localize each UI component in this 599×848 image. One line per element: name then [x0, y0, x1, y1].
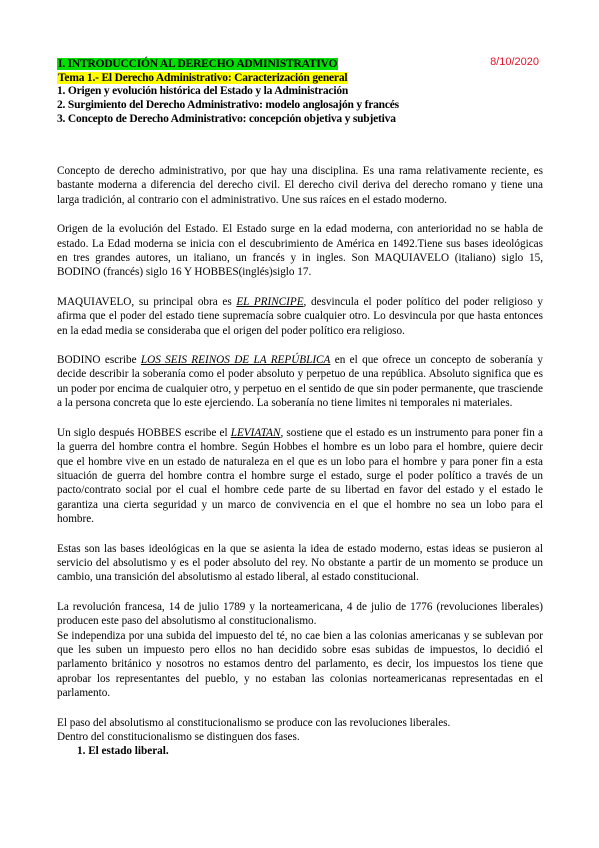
paragraph-hobbes: Un siglo después HOBBES escribe el LEVIATAN, sostiene que el estado es un instrumento para poner fin a la guerra del hombre contra el hombre. Según Hobbes el hombre es un lobo para el hombre, quiere decir que el hombre vive en un estado de naturaleza en el que es un lobo para el hombre y para poner fin a esta situación de guerra del hombre contra el hombre surge el estado, surge el poder político a través de un pacto/contrato social por el cual el hombre cede parte de su libertad en favor del estado y el estado le garantiza una cierta seguridad y un marco de convivencia en el que el hombre no sea un lobo para el hombre.: [57, 426, 543, 526]
book-title-seis-reinos: LOS SEIS REINOS DE LA REPÚBLICA: [140, 354, 331, 367]
book-title-el-principe: EL PRINCIPE: [236, 295, 304, 308]
topic-title: Tema 1.- El Derecho Administrativo: Caracterización general: [58, 72, 348, 84]
paragraph-transition: El paso del absolutismo al constitucionalismo se produce con las revoluciones liberales.: [57, 716, 451, 729]
paragraph-phases: Dentro del constitucionalismo se distinguen dos fases.: [57, 731, 300, 743]
paragraph-tea-tax: Se independiza por una subida del impuesto del té, no cae bien a las colonias americanas y se sublevan por que les suben un impuesto pero ellos no han decidido sobre esas subidas de impuestos, lo decidió el parlamento británico y nosotros no estamos dentro del parlamento, es decir, los impuestos los tiene que aprobar los representantes del pueblo, y no estaban las colonias norteamericanas representadas en el parlamento.: [57, 629, 543, 700]
paragraph-bodino: BODINO escribe LOS SEIS REINOS DE LA REPÚBLICA en el que ofrece un concepto de soberanía y decide describir la soberanía como el poder absoluto y perpetuo de una república. Absoluto significa que es un poder por encima de cualquier otro, y perpetuo en el sentido de que sin poder permanente, que trasciende a la persona concreta que lo este ejerciendo. La soberanía no tiene limites ni temporales ni materiales.: [57, 354, 543, 410]
date-label: 8/10/2020: [490, 56, 539, 68]
topic-item-3: 3. Concepto de Derecho Administrativo: concepción objetiva y subjetiva: [57, 113, 396, 125]
paragraph-maquiavelo: MAQUIAVELO, su principal obra es EL PRINCIPE, desvincula el poder político del poder religioso y afirma que el poder del estado tiene supremacía sobre cualquier otro. Lo desvincula por que hasta entonces en la edad media se consideraba que el origen del poder político era religioso.: [57, 295, 543, 337]
paragraph-revolutions: La revolución francesa, 14 de julio 1789 y la norteamericana, 4 de julio de 1776 (revoluciones liberales) producen este paso del absolutismo al constitucionalismo.: [57, 600, 543, 628]
list-item-liberal-state: 1. El estado liberal.: [77, 745, 169, 758]
topic-item-2: 2. Surgimiento del Derecho Administrativo: modelo anglosajón y francés: [57, 99, 399, 111]
book-title-leviatan: LEVIATAN: [230, 426, 281, 439]
paragraph-concept: Concepto de derecho administrativo, por que hay una disciplina. Es una rama relativamente reciente, es bastante moderna a diferencia del derecho civil. El derecho civil deriva del derecho romano y tiene una larga tradición, al contrario con el administrativo. Une sus raíces en el estado moderno.: [57, 165, 543, 206]
document-header: [57, 56, 543, 126]
document-body: [57, 164, 543, 774]
unit-title: I. INTRODUCCIÓN AL DERECHO ADMINISTRATIVO: [58, 58, 338, 70]
paragraph-ideological-bases: Estas son las bases ideológicas en la que se asienta la idea de estado moderno, estas ideas se pusieron al servicio del absolutismo y es el poder absoluto del rey. No obstante a partir de un momento se produce un cambio, una transición del absolutismo al estado liberal, al estado constitucional.: [57, 542, 543, 584]
topic-item-1: 1. Origen y evolución histórica del Estado y la Administración: [57, 85, 349, 97]
paragraph-origin: Origen de la evolución del Estado. El Estado surge en la edad moderna, con anterioridad no se habla de estado. La Edad moderna se inicia con el descubrimiento de América en 1492.Tiene sus bases ideológicas en tres grandes autores, un italiano, un francés y in ingles. Son MAQUIAVELO (italiano) siglo 15, BODINO (francés) siglo 16 Y HOBBES(inglés)siglo 17.: [57, 223, 543, 279]
